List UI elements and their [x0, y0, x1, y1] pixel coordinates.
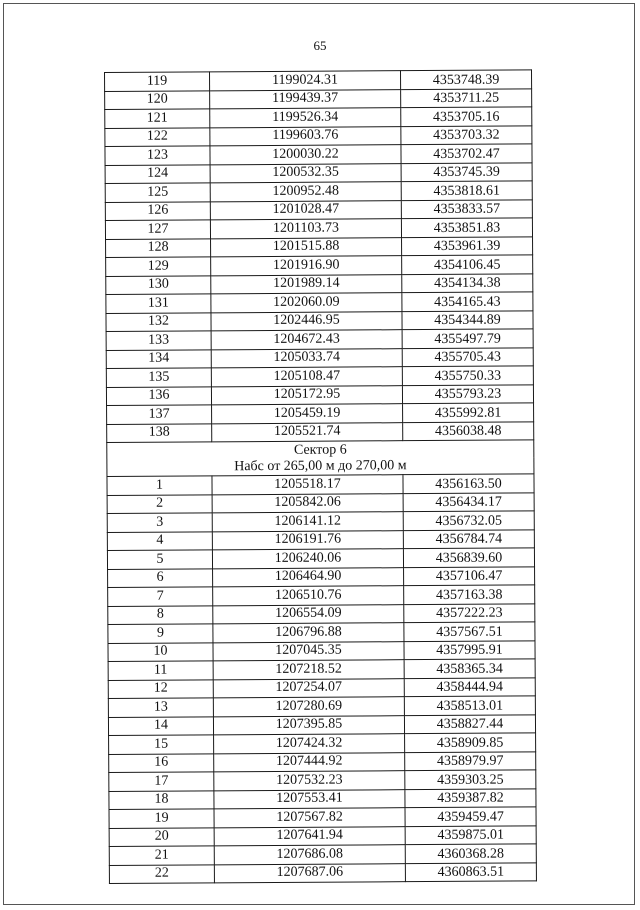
- x-coordinate-cell: 1205518.17: [212, 475, 403, 495]
- table-row: [106, 310, 533, 331]
- point-number-cell: 126: [105, 201, 210, 220]
- point-number-cell: 127: [105, 220, 210, 239]
- x-coordinate-cell: 1207395.85: [213, 715, 404, 735]
- x-coordinate-cell: 1205172.95: [211, 385, 402, 405]
- table-row: [105, 70, 532, 91]
- y-coordinate-cell: 4355793.23: [402, 384, 533, 403]
- table-row: [109, 862, 536, 883]
- table-row: [108, 585, 535, 606]
- x-coordinate-cell: 1206554.09: [213, 604, 404, 624]
- point-number-cell: 122: [105, 127, 210, 146]
- point-number-cell: 13: [108, 698, 213, 717]
- page-number: 65: [313, 38, 327, 53]
- table-row: [106, 292, 533, 313]
- y-coordinate-cell: 4358365.34: [404, 659, 535, 678]
- y-coordinate-cell: 4360368.28: [405, 844, 536, 863]
- point-number-cell: 138: [107, 423, 212, 442]
- x-coordinate-cell: 1199439.37: [210, 89, 401, 109]
- point-number-cell: 21: [109, 846, 214, 865]
- y-coordinate-cell: 4358979.97: [405, 751, 536, 770]
- point-number-cell: 17: [109, 772, 214, 791]
- table-row: [108, 696, 535, 717]
- table-row: [106, 255, 533, 276]
- point-number-cell: 1: [107, 476, 212, 495]
- y-coordinate-cell: 4355497.79: [402, 329, 533, 348]
- y-coordinate-cell: 4357163.38: [404, 585, 535, 604]
- x-coordinate-cell: 1201515.88: [211, 237, 402, 257]
- y-coordinate-cell: 4356784.74: [403, 529, 534, 548]
- rows-before-group: [105, 70, 534, 443]
- table-row: [106, 366, 533, 387]
- x-coordinate-cell: 1201103.73: [210, 219, 401, 239]
- y-coordinate-cell: 4353961.39: [402, 236, 533, 255]
- table-row: [108, 677, 535, 698]
- x-coordinate-cell: 1207280.69: [213, 697, 404, 717]
- y-coordinate-cell: 4353851.83: [401, 218, 532, 237]
- y-coordinate-cell: 4360863.51: [405, 862, 536, 881]
- x-coordinate-cell: 1205033.74: [211, 348, 402, 368]
- table-row: [108, 603, 535, 624]
- point-number-cell: 135: [106, 368, 211, 387]
- point-number-cell: 2: [107, 494, 212, 513]
- x-coordinate-cell: 1207045.35: [213, 641, 404, 661]
- y-coordinate-cell: 4356732.05: [403, 511, 534, 530]
- point-number-cell: 121: [105, 109, 210, 128]
- y-coordinate-cell: 4355705.43: [402, 347, 533, 366]
- x-coordinate-cell: 1200532.35: [210, 163, 401, 183]
- table-row: [105, 199, 532, 220]
- point-number-cell: 15: [109, 735, 214, 754]
- x-coordinate-cell: 1206141.12: [212, 512, 403, 532]
- table-row: [108, 622, 535, 643]
- table-row: [105, 125, 532, 146]
- table-row: [107, 548, 534, 569]
- x-coordinate-cell: 1207553.41: [214, 789, 405, 809]
- y-coordinate-cell: 4358444.94: [404, 677, 535, 696]
- y-coordinate-cell: 4357222.23: [404, 603, 535, 622]
- point-number-cell: 11: [108, 661, 213, 680]
- table-row: [109, 807, 536, 828]
- table-row: [108, 714, 535, 735]
- point-number-cell: 124: [105, 164, 210, 183]
- point-number-cell: 4: [107, 531, 212, 550]
- y-coordinate-cell: 4358909.85: [405, 733, 536, 752]
- point-number-cell: 12: [108, 679, 213, 698]
- x-coordinate-cell: 1205108.47: [211, 367, 402, 387]
- point-number-cell: 123: [105, 146, 210, 165]
- x-coordinate-cell: 1206464.90: [213, 567, 404, 587]
- table-row: [106, 384, 533, 405]
- x-coordinate-cell: 1207444.92: [214, 752, 405, 772]
- point-number-cell: 129: [106, 257, 211, 276]
- table-row: [107, 529, 534, 550]
- table-row: [108, 566, 535, 587]
- point-number-cell: 120: [105, 90, 210, 109]
- point-number-cell: 7: [108, 587, 213, 606]
- table-row: [105, 144, 532, 165]
- table-row: [109, 751, 536, 772]
- table-row: [109, 770, 536, 791]
- x-coordinate-cell: 1206240.06: [212, 549, 403, 569]
- table-row: [106, 329, 533, 350]
- table-row: [107, 474, 534, 495]
- y-coordinate-cell: 4354106.45: [402, 255, 533, 274]
- table-row: [109, 825, 536, 846]
- x-coordinate-cell: 1206796.88: [213, 623, 404, 643]
- y-coordinate-cell: 4353745.39: [401, 162, 532, 181]
- x-coordinate-cell: 1207687.06: [214, 863, 405, 883]
- y-coordinate-cell: 4356839.60: [403, 548, 534, 567]
- table-row: [108, 640, 535, 661]
- point-number-cell: 8: [108, 605, 213, 624]
- y-coordinate-cell: 4353748.39: [400, 70, 531, 89]
- y-coordinate-cell: 4353818.61: [401, 181, 532, 200]
- sector-title: Сектор 6: [107, 440, 534, 460]
- point-number-cell: 14: [108, 716, 213, 735]
- y-coordinate-cell: 4357567.51: [404, 622, 535, 641]
- y-coordinate-cell: 4353833.57: [401, 199, 532, 218]
- x-coordinate-cell: 1207254.07: [213, 678, 404, 698]
- table-row: [107, 403, 534, 424]
- x-coordinate-cell: 1201989.14: [211, 274, 402, 294]
- y-coordinate-cell: 4359387.82: [405, 788, 536, 807]
- coordinates-table: [104, 69, 537, 884]
- point-number-cell: 22: [109, 864, 214, 883]
- table-row: [107, 511, 534, 532]
- x-coordinate-cell: 1204672.43: [211, 330, 402, 350]
- x-coordinate-cell: 1205521.74: [212, 422, 403, 442]
- point-number-cell: 136: [106, 386, 211, 405]
- point-number-cell: 5: [107, 550, 212, 569]
- x-coordinate-cell: 1207567.82: [214, 808, 405, 828]
- point-number-cell: 10: [108, 642, 213, 661]
- point-number-cell: 125: [105, 183, 210, 202]
- x-coordinate-cell: 1207641.94: [214, 826, 405, 846]
- point-number-cell: 131: [106, 294, 211, 313]
- point-number-cell: 128: [106, 238, 211, 257]
- x-coordinate-cell: 1207532.23: [214, 771, 405, 791]
- point-number-cell: 19: [109, 809, 214, 828]
- rows-after-group: [107, 474, 536, 884]
- point-number-cell: 119: [105, 72, 210, 91]
- point-number-cell: 130: [106, 275, 211, 294]
- y-coordinate-cell: 4357106.47: [404, 566, 535, 585]
- x-coordinate-cell: 1200952.48: [210, 182, 401, 202]
- y-coordinate-cell: 4355750.33: [402, 366, 533, 385]
- table-row: [105, 162, 532, 183]
- y-coordinate-cell: 4353705.16: [401, 107, 532, 126]
- y-coordinate-cell: 4359875.01: [405, 825, 536, 844]
- table-row: [106, 347, 533, 368]
- table-row: [106, 236, 533, 257]
- point-number-cell: 137: [107, 405, 212, 424]
- point-number-cell: 3: [107, 513, 212, 532]
- y-coordinate-cell: 4358827.44: [404, 714, 535, 733]
- point-number-cell: 6: [108, 568, 213, 587]
- y-coordinate-cell: 4353703.32: [401, 125, 532, 144]
- table-row: [107, 421, 534, 442]
- x-coordinate-cell: 1202060.09: [211, 293, 402, 313]
- y-coordinate-cell: 4356163.50: [403, 474, 534, 493]
- point-number-cell: 134: [106, 349, 211, 368]
- y-coordinate-cell: 4358513.01: [404, 696, 535, 715]
- x-coordinate-cell: 1200030.22: [210, 145, 401, 165]
- y-coordinate-cell: 4355992.81: [403, 403, 534, 422]
- table-row: [109, 788, 536, 809]
- x-coordinate-cell: 1199024.31: [210, 71, 401, 91]
- sector-header-group: [107, 440, 534, 477]
- table-row: [109, 844, 536, 865]
- table-row: [105, 107, 532, 128]
- x-coordinate-cell: 1199603.76: [210, 126, 401, 146]
- x-coordinate-cell: 1202446.95: [211, 311, 402, 331]
- point-number-cell: 132: [106, 312, 211, 331]
- y-coordinate-cell: 4356434.17: [403, 492, 534, 511]
- point-number-cell: 18: [109, 790, 214, 809]
- table-row: [107, 492, 534, 513]
- table-row: [105, 181, 532, 202]
- x-coordinate-cell: 1207218.52: [213, 660, 404, 680]
- y-coordinate-cell: 4354344.89: [402, 310, 533, 329]
- x-coordinate-cell: 1205459.19: [212, 404, 403, 424]
- y-coordinate-cell: 4353711.25: [401, 88, 532, 107]
- y-coordinate-cell: 4359459.47: [405, 807, 536, 826]
- y-coordinate-cell: 4354165.43: [402, 292, 533, 311]
- table-row: [105, 88, 532, 109]
- x-coordinate-cell: 1199526.34: [210, 108, 401, 128]
- y-coordinate-cell: 4359303.25: [405, 770, 536, 789]
- table-row: [105, 218, 532, 239]
- point-number-cell: 9: [108, 624, 213, 643]
- x-coordinate-cell: 1205842.06: [212, 493, 403, 513]
- sector-subtitle: Набс от 265,00 м до 270,00 м: [107, 457, 534, 476]
- y-coordinate-cell: 4353702.47: [401, 144, 532, 163]
- y-coordinate-cell: 4354134.38: [402, 273, 533, 292]
- x-coordinate-cell: 1206191.76: [212, 530, 403, 550]
- x-coordinate-cell: 1207424.32: [214, 734, 405, 754]
- table-row: [108, 659, 535, 680]
- table-row: [106, 273, 533, 294]
- point-number-cell: 133: [106, 331, 211, 350]
- point-number-cell: 16: [109, 753, 214, 772]
- point-number-cell: 20: [109, 827, 214, 846]
- y-coordinate-cell: 4357995.91: [404, 640, 535, 659]
- y-coordinate-cell: 4356038.48: [403, 421, 534, 440]
- table-row: [109, 733, 536, 754]
- x-coordinate-cell: 1201916.90: [211, 256, 402, 276]
- x-coordinate-cell: 1206510.76: [213, 586, 404, 606]
- x-coordinate-cell: 1207686.08: [214, 845, 405, 865]
- x-coordinate-cell: 1201028.47: [210, 200, 401, 220]
